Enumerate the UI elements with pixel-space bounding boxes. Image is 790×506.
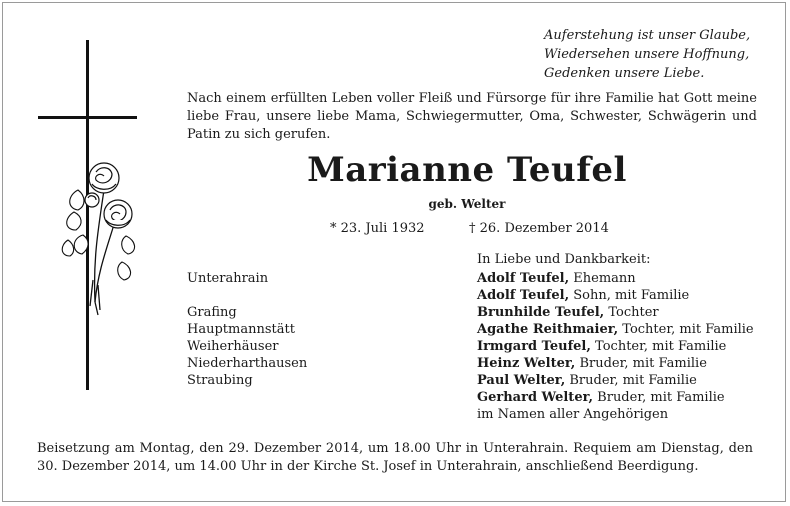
mourner-item <box>477 287 754 304</box>
mourner-relation: Tochter, mit Familie <box>595 339 727 354</box>
mourner-name: Adolf Teufel, <box>477 288 570 303</box>
places-column <box>187 270 307 389</box>
mourner-relation: Bruder, mit Familie <box>569 373 697 388</box>
motto-line: Auferstehung ist unser Glaube, <box>544 28 751 43</box>
mourner-relation: Bruder, mit Familie <box>579 356 707 371</box>
place-item: Hauptmannstätt <box>187 322 295 337</box>
mourner-relation: Ehemann <box>573 271 636 286</box>
mourner-name: Heinz Welter, <box>477 356 576 371</box>
mourner-item <box>477 338 754 355</box>
mourner-relation: im Namen aller Angehörigen <box>477 407 669 422</box>
mourner-item <box>477 321 754 338</box>
mourner-name: Paul Welter, <box>477 373 566 388</box>
mourner-item <box>477 270 754 287</box>
cross-with-roses-icon <box>38 40 148 396</box>
mourner-item <box>477 304 754 321</box>
mourner-name: Gerhard Welter, <box>477 390 594 405</box>
mourner-item <box>477 372 754 389</box>
mourner-relation: Sohn, mit Familie <box>573 288 690 303</box>
place-item: Unterahrain <box>187 271 269 286</box>
motto-line: Gedenken unsere Liebe. <box>544 66 705 81</box>
deceased-name: Marianne Teufel <box>307 150 627 190</box>
mourner-name: Agathe Reithmaier, <box>477 322 619 337</box>
mourner-name: Adolf Teufel, <box>477 271 570 286</box>
mourner-relation: Tochter <box>608 305 659 320</box>
death-date: † 26. Dezember 2014 <box>469 221 609 236</box>
motto <box>544 26 784 83</box>
place-item: Grafing <box>187 305 237 320</box>
mourner-item <box>477 355 754 372</box>
intro-text: Nach einem erfüllten Leben voller Fleiß und Fürsorge für ihre Familie hat Gott meine liebe Frau, unsere liebe Mama, Schwiegermutter, Oma, Schwester, Schwägerin und Patin zu sich gerufen. <box>187 91 757 142</box>
place-item: Niederharthausen <box>187 356 308 371</box>
maiden-name: geb. Welter <box>428 197 506 211</box>
mourner-name: Brunhilde Teufel, <box>477 305 605 320</box>
gratitude-line: In Liebe und Dankbarkeit: <box>477 252 651 267</box>
place-item: Straubing <box>187 373 253 388</box>
mourner-item <box>477 406 754 423</box>
funeral-service-text: Beisetzung am Montag, den 29. Dezember 2014, um 18.00 Uhr in Unterahrain. Requiem am Dienstag, den 30. Dezember 2014, um 14.00 Uhr in der Kirche St. Josef in Unterahrain, anschließend Beerdigung. <box>37 441 753 474</box>
mourner-item <box>477 389 754 406</box>
mourner-relation: Bruder, mit Familie <box>597 390 725 405</box>
mourners-list <box>477 270 754 423</box>
birth-date: * 23. Juli 1932 <box>330 221 425 236</box>
mourner-name: Irmgard Teufel, <box>477 339 591 354</box>
motto-line: Wiedersehen unsere Hoffnung, <box>544 47 750 62</box>
place-item: Weiherhäuser <box>187 339 279 354</box>
mourner-relation: Tochter, mit Familie <box>622 322 754 337</box>
place-item <box>187 287 307 304</box>
